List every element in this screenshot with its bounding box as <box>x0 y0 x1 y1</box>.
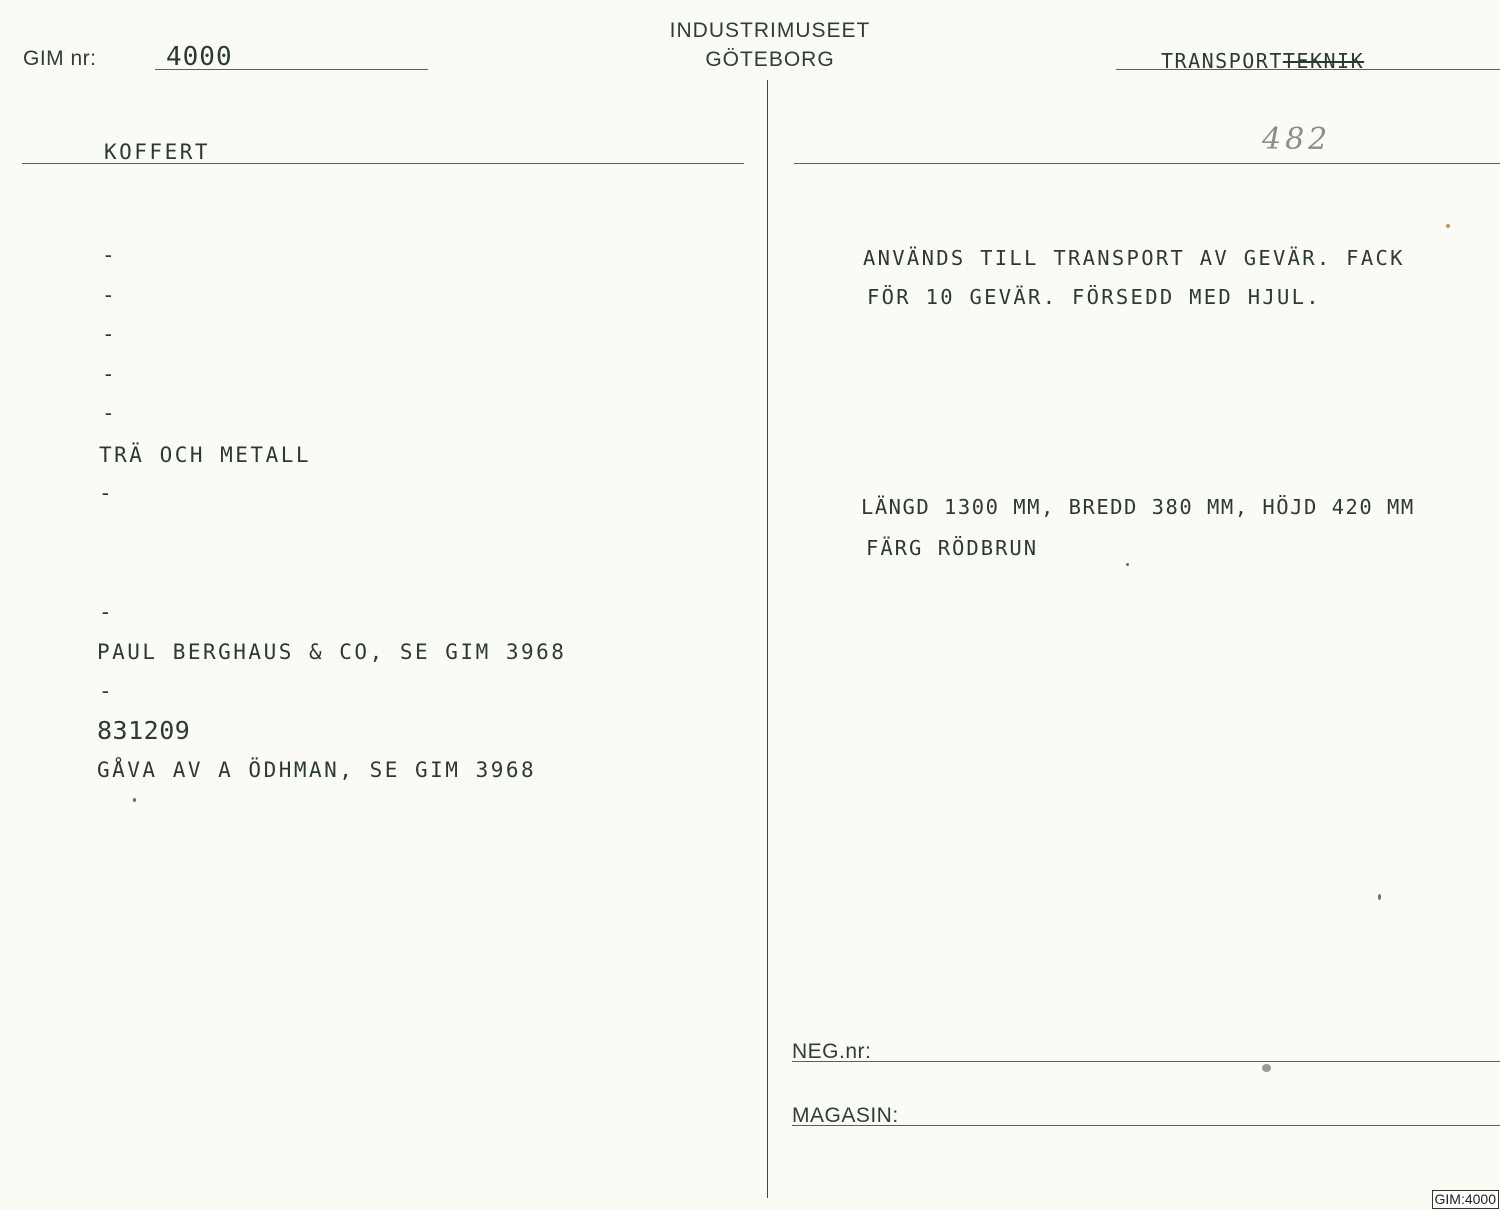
field-dash-3: - <box>102 322 118 346</box>
object-name: KOFFERT <box>104 140 211 164</box>
description-line1: ANVÄNDS TILL TRANSPORT AV GEVÄR. FACK <box>863 246 1405 270</box>
paper-speck <box>1126 563 1129 566</box>
field-dash-7: - <box>99 600 115 624</box>
neg-number-label: NEG.nr: <box>792 1040 872 1063</box>
field-dash-4: - <box>102 362 118 386</box>
paper-speck <box>1262 1064 1271 1072</box>
archive-id-tag: GIM:4000 <box>1432 1190 1499 1209</box>
category-underline <box>1116 69 1500 70</box>
handwritten-number: 482 <box>1262 122 1332 157</box>
material: TRÄ OCH METALL <box>99 443 312 467</box>
category-main: TRANSPORT <box>1161 49 1283 73</box>
gim-number-label: GIM nr: <box>23 47 97 70</box>
museum-name-line2: GÖTEBORG <box>705 48 835 71</box>
gim-number-underline <box>155 69 428 70</box>
acquisition: GÅVA AV A ÖDHMAN, SE GIM 3968 <box>97 758 537 782</box>
museum-name-line1: INDUSTRIMUSEET <box>669 19 871 42</box>
paper-speck <box>1378 894 1381 900</box>
field-dash-1: - <box>102 243 118 267</box>
paper-speck <box>1446 224 1450 228</box>
center-divider <box>767 80 768 1198</box>
maker: PAUL BERGHAUS & CO, SE GIM 3968 <box>97 640 567 664</box>
magasin-label: MAGASIN: <box>792 1104 899 1127</box>
description-line2: FÖR 10 GEVÄR. FÖRSEDD MED HJUL. <box>867 285 1321 309</box>
field-dash-6: - <box>99 481 115 505</box>
paper-speck <box>133 798 136 802</box>
category-struck-out: TEKNIK <box>1282 49 1365 73</box>
field-dash-2: - <box>102 283 118 307</box>
right-title-underline <box>794 163 1500 164</box>
neg-number-line <box>792 1061 1500 1062</box>
dimensions-line2: FÄRG RÖDBRUN <box>866 536 1039 560</box>
dimensions-line1: LÄNGD 1300 MM, BREDD 380 MM, HÖJD 420 MM <box>861 495 1415 519</box>
field-dash-8: - <box>99 679 115 703</box>
magasin-line <box>792 1125 1500 1126</box>
date: 831209 <box>97 716 191 745</box>
field-dash-5: - <box>102 401 118 425</box>
gim-number-value: 4000 <box>166 42 233 72</box>
